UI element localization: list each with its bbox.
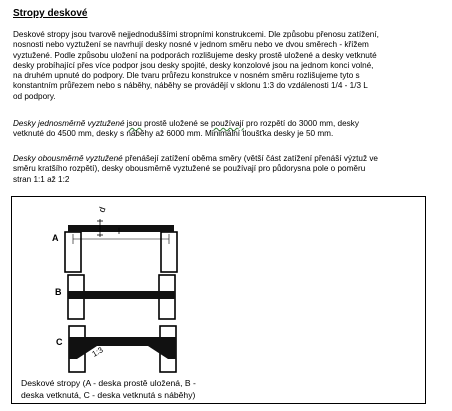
paragraph-intro (13, 30, 443, 102)
spellcheck-word: jsou (126, 119, 142, 128)
text-line (13, 119, 443, 129)
label-b: B (55, 287, 62, 297)
diagram-c (56, 326, 176, 372)
text-fragment: pro rozpětí do 3000 mm, desky (243, 119, 359, 128)
slab-a (68, 225, 174, 232)
paragraph-one-way-slabs (13, 119, 443, 140)
text-line: Deskové stropy jsou tvarově nejjednoduššími stropními konstrukcemi. Dle způsobu přenosu zatížení, (13, 30, 379, 39)
diagram-b (55, 275, 175, 319)
figure-frame (11, 196, 426, 404)
spellcheck-word: používají (211, 119, 244, 128)
italic-term: Desky obousměrně vyztužené (13, 154, 123, 163)
text-line: vetknuté do 4500 mm, desky s náběhy až 6000 mm. Minimální tloušťka desky je 50 mm. (13, 129, 334, 139)
slab-diagram (12, 197, 425, 375)
text-line: vyztužené. Podle způsobu uložení na podporách rozlišujeme desky prostě uložené a desky vetknuté (13, 50, 377, 60)
label-c: C (56, 337, 63, 347)
text-line: od podpory. (13, 91, 56, 101)
text-line: na druhém upnuté do podpory. Dle tvaru průřezu konstrukce v nosném směru rozlišujeme tyto s (13, 71, 360, 81)
page-title: Stropy deskové (13, 8, 88, 19)
figure-caption (21, 378, 281, 401)
slab-b (68, 291, 175, 299)
text-line: stran 1:1 až 1:2 (13, 174, 70, 184)
text-line (13, 154, 443, 164)
caption-line: Deskové stropy (A - deska prostě uložená, B - (21, 378, 196, 388)
label-d: d (96, 205, 108, 214)
label-a: A (52, 233, 59, 243)
text-line: směru kratšího rozpětí), desky obousměrně vyztužené se používají pro půdorysna pole o poměru (13, 164, 366, 174)
label-l: l (118, 226, 120, 236)
label-haunch-ratio: 1:3 (90, 345, 105, 359)
text-fragment: prostě uložené se (141, 119, 211, 128)
caption-line: deska vetknutá, C - deska vetknutá s náběhy) (21, 389, 196, 400)
italic-term: Desky jednosměrně vyztužené (13, 119, 125, 128)
text-fragment: přenášejí zatížení oběma směry (větší část zatížení přenáší výztuž ve (122, 154, 378, 163)
diagram-a (52, 206, 177, 272)
text-line: konstantním průřezem nebo s náběhy, náběhy se provádějí v sklonu 1:3 do vzdálenosti 1/4 - 1/3 L (13, 81, 368, 91)
text-line: nosnosti nebo vyztužení se navrhují desky nosné v jednom směru nebo ve dvou směrech - křížem (13, 40, 369, 50)
paragraph-two-way-slabs (13, 154, 443, 185)
text-line: desky probíhající přes více podpor jsou desky spojité, desky konzolové jsou na jednom konci volné, (13, 60, 374, 70)
